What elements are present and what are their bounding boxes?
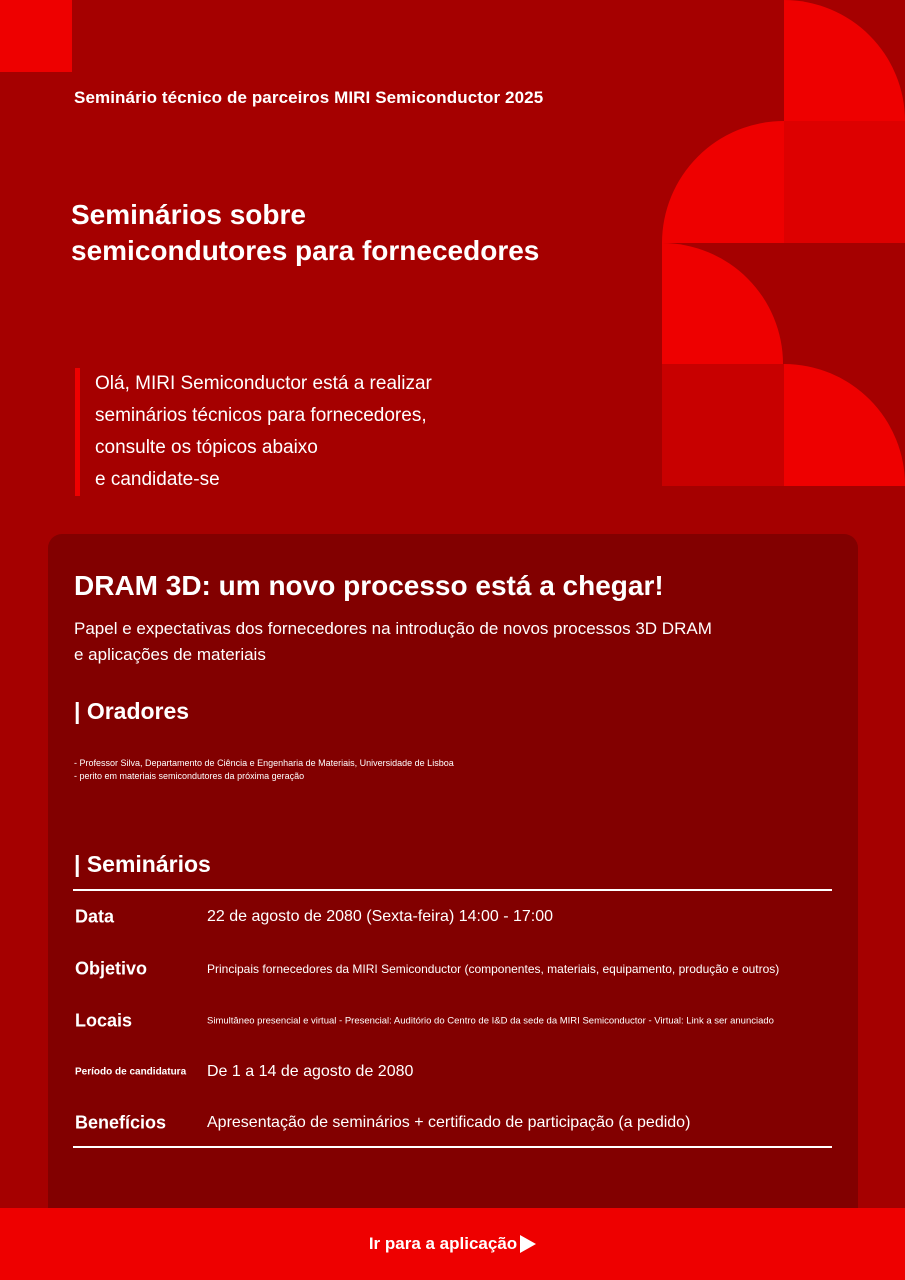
speaker-line: - perito em materiais semicondutores da próxima geração: [74, 771, 305, 781]
speaker-line: - Professor Silva, Departamento de Ciência e Engenharia de Materiais, Universidade de Lisboa: [74, 758, 454, 768]
speakers-heading: | Oradores: [74, 698, 190, 724]
intro-line: e candidate-se: [95, 469, 220, 490]
apply-button[interactable]: [0, 1208, 905, 1280]
detail-row-venues: [73, 1001, 832, 1041]
seminar-subtitle: [74, 616, 814, 668]
seminar-subtitle-line: Papel e expectativas dos fornecedores na introdução de novos processos 3D DRAM: [74, 619, 712, 638]
event-eyebrow: Seminário técnico de parceiros MIRI Semiconductor 2025: [74, 88, 544, 107]
seminar-subtitle-line: e aplicações de materiais: [74, 645, 266, 664]
detail-label: Benefícios: [75, 1112, 167, 1133]
table-top-rule: [73, 889, 832, 891]
corner-decoration: [0, 0, 72, 72]
detail-value: De 1 a 14 de agosto de 2080: [207, 1063, 414, 1080]
intro-line: Olá, MIRI Semiconductor está a realizar: [95, 373, 432, 394]
intro-line: consulte os tópicos abaixo: [95, 437, 318, 458]
detail-value: Simultâneo presencial e virtual - Presencial: Auditório do Centro de I&D da sede da MIRI Semiconductor - Virtual: Link a ser anunciado: [207, 1015, 774, 1027]
seminars-heading: | Seminários: [74, 851, 211, 877]
play-arrow-icon: [520, 1235, 536, 1253]
detail-row-objective: [73, 949, 832, 989]
detail-row-application-period: [73, 1052, 832, 1092]
detail-value: Apresentação de seminários + certificado de participação (a pedido): [207, 1114, 691, 1131]
detail-label: Data: [75, 906, 115, 927]
detail-value: Principais fornecedores da MIRI Semiconductor (componentes, materiais, equipamento, produção e outros): [207, 962, 780, 976]
page-title: [71, 197, 651, 269]
detail-label: Locais: [75, 1010, 133, 1031]
seminar-card: [48, 534, 858, 1254]
seminar-title: DRAM 3D: um novo processo está a chegar!: [74, 570, 664, 601]
page-title-line: Seminários sobre: [71, 199, 306, 230]
decorative-shapes: [662, 0, 905, 486]
intro-text: [75, 368, 515, 496]
speakers-list: [74, 757, 454, 783]
intro-line: seminários técnicos para fornecedores,: [95, 405, 427, 426]
detail-row-benefits: [73, 1103, 832, 1143]
detail-row-date: [73, 897, 832, 937]
detail-value: 22 de agosto de 2080 (Sexta-feira) 14:00 - 17:00: [207, 908, 554, 925]
detail-label: Período de candidatura: [75, 1066, 187, 1078]
apply-button-label: Ir para a aplicação: [368, 1234, 518, 1253]
page-title-line: semicondutores para fornecedores: [71, 235, 540, 266]
detail-label: Objetivo: [75, 958, 148, 979]
table-bottom-rule: [73, 1146, 832, 1148]
